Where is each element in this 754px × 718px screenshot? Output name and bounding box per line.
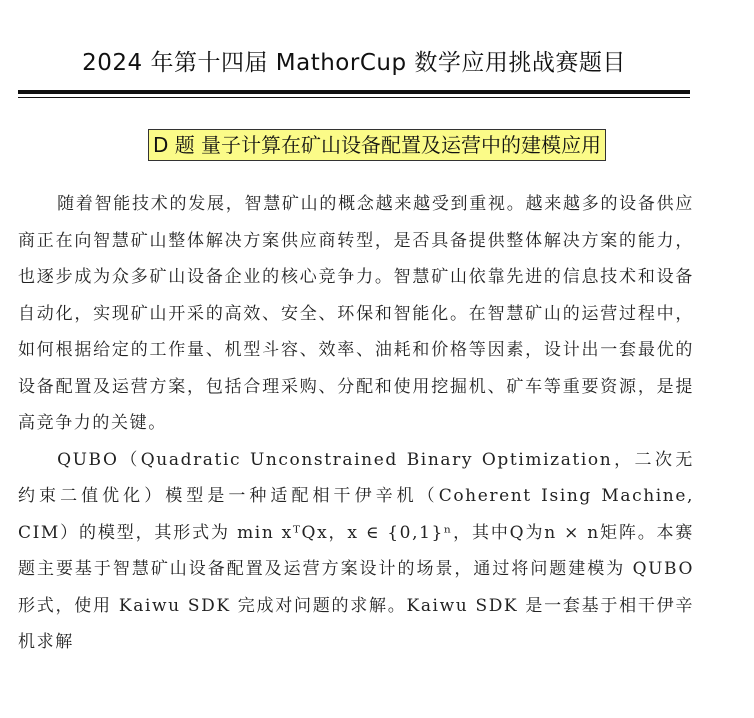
header-rule-thin <box>18 97 690 98</box>
body-text <box>18 186 694 661</box>
paragraph-qubo: QUBO（Quadratic Unconstrained Binary Optimization，二次无约束二值优化）模型是一种适配相干伊辛机（Coherent Ising Machine, CIM）的模型，其形式为 min xᵀQx，x ∈ {0,1}ⁿ，其中Q为n × n矩阵。本赛题主要基于智慧矿山设备配置及运营方案设计的场景，通过将问题建模为 QUBO 形式，使用 Kaiwu SDK 完成对问题的求解。Kaiwu SDK 是一套基于相干伊辛机求解 <box>18 449 694 652</box>
problem-title: D 题 量子计算在矿山设备配置及运营中的建模应用 <box>148 129 606 161</box>
header-rule-thick <box>18 90 690 94</box>
problem-title-container <box>0 129 754 161</box>
paragraph-intro: 随着智能技术的发展，智慧矿山的概念越来越受到重视。越来越多的设备供应商正在向智慧矿山整体解决方案供应商转型，是否具备提供整体解决方案的能力，也逐步成为众多矿山设备企业的核心竞争力。智慧矿山依靠先进的信息技术和设备自动化，实现矿山开采的高效、安全、环保和智能化。在智慧矿山的运营过程中，如何根据给定的工作量、机型斗容、效率、油耗和价格等因素，设计出一套最优的设备配置及运营方案，包括合理采购、分配和使用挖掘机、矿车等重要资源，是提高竞争力的关键。 <box>18 194 694 433</box>
competition-header-title: 2024 年第十四届 MathorCup 数学应用挑战赛题目 <box>82 50 626 76</box>
